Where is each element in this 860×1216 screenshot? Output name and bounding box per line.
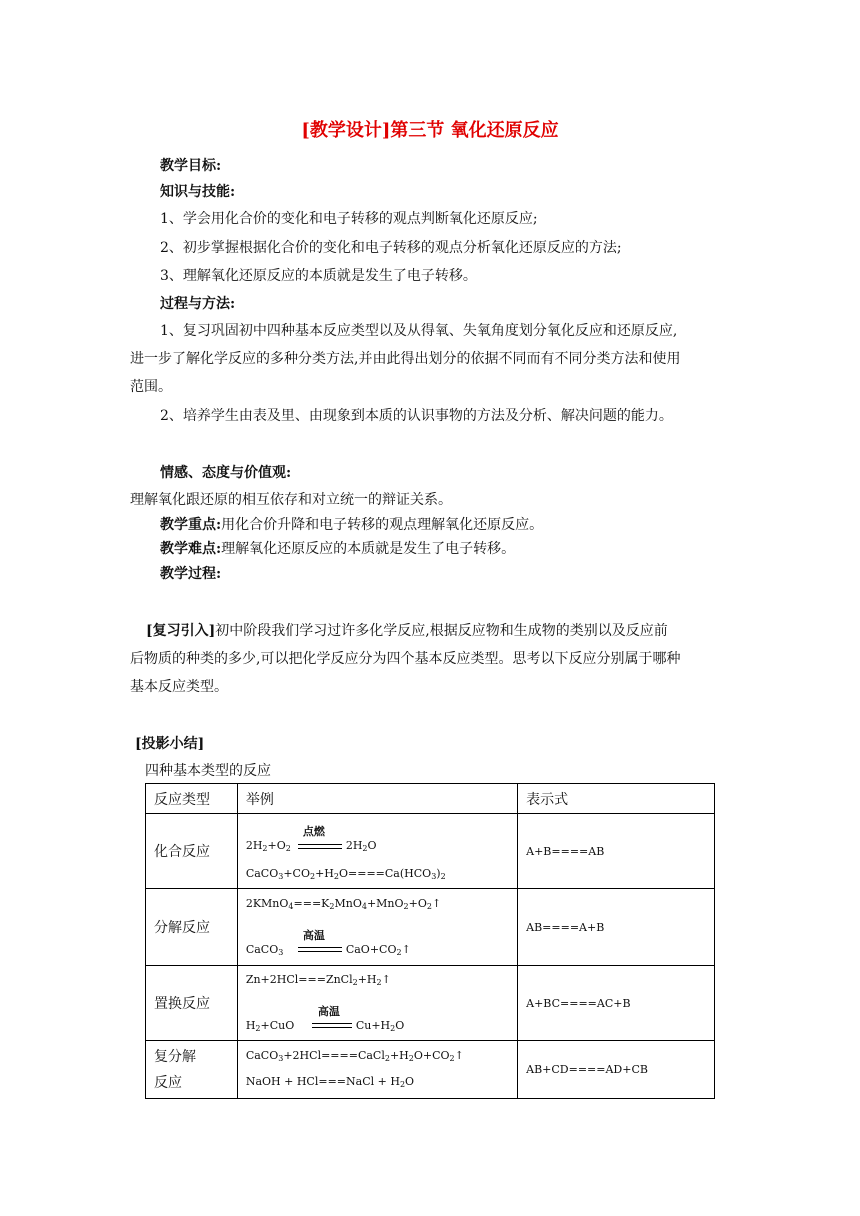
projection-label: [投影小结]: [135, 736, 205, 752]
difficulty-text: 理解氧化还原反应的本质就是发生了电子转移。: [221, 541, 516, 557]
example-line-1: $CaCO_3+2HCl====CaCl_2+H_2O+CO_2↑$: [245, 1049, 464, 1063]
example-right: $2H_2O$: [345, 839, 377, 853]
goals-label: 教学目标:: [160, 158, 222, 174]
process-label: 过程与方法:: [160, 296, 236, 312]
condition-label: 高温: [302, 929, 325, 942]
row-type-decomposition: 分解反应: [146, 889, 238, 966]
process-item-1-line-3: 范围。: [130, 379, 172, 395]
knowledge-item-3: 3、理解氧化还原反应的本质就是发生了电子转移。: [160, 268, 477, 284]
review-line-1: [146, 620, 668, 640]
row-type-displacement: 置换反应: [146, 966, 238, 1041]
equals-double-line: [298, 844, 342, 849]
row-formula: AB+CD====AD+CB: [518, 1041, 715, 1099]
key-text: 用化合价升降和电子转移的观点理解氧化还原反应。: [221, 517, 544, 533]
equals-double-line: [312, 1023, 352, 1028]
row-formula: A+BC====AC+B: [518, 966, 715, 1041]
header-cell-type: 反应类型: [146, 784, 238, 814]
difficulty-point: [160, 538, 515, 558]
row-examples: [237, 1041, 517, 1099]
review-line-3: 基本反应类型。: [130, 679, 228, 695]
type-line-2: 反应: [154, 1074, 182, 1091]
row-formula: AB====A+B: [518, 889, 715, 966]
example-right: $CaO+CO_2↑$: [345, 943, 411, 957]
reaction-types-table: [145, 783, 715, 1099]
row-type-combination: 化合反应: [146, 814, 238, 889]
review-line-2: 后物质的种类的多少,可以把化学反应分为四个基本反应类型。思考以下反应分别属于哪种: [130, 651, 681, 667]
header-cell-formula: 表示式: [518, 784, 715, 814]
row-formula: A+B====AB: [518, 814, 715, 889]
table-row: [146, 966, 715, 1041]
knowledge-item-2: 2、初步掌握根据化合价的变化和电子转移的观点分析氧化还原反应的方法;: [160, 240, 622, 256]
emotion-text: 理解氧化跟还原的相互依存和对立统一的辩证关系。: [130, 492, 452, 508]
process-item-2: 2、培养学生由表及里、由现象到本质的认识事物的方法及分析、解决问题的能力。: [160, 408, 673, 424]
example-left: $2H_2+O_2$: [245, 839, 291, 853]
procedure-label: 教学过程:: [160, 566, 222, 582]
key-point: [160, 514, 543, 534]
key-label: 教学重点:: [160, 517, 222, 533]
knowledge-item-1: 1、学会用化合价的变化和电子转移的观点判断氧化还原反应;: [160, 211, 538, 227]
review-text-1: 初中阶段我们学习过许多化学反应,根据反应物和生成物的类别以及反应前: [215, 623, 668, 639]
table-row: [146, 889, 715, 966]
condition-label: 点燃: [302, 825, 325, 838]
table-header-row: [146, 784, 715, 814]
process-item-1-line-2: 进一步了解化学反应的多种分类方法,并由此得出划分的依据不同而有不同分类方法和使用: [130, 351, 681, 367]
example-line-1: $Zn+2HCl===ZnCl_2+H_2↑$: [245, 973, 391, 987]
example-line-1: $2KMnO_4===K_2MnO_4+MnO_2+O_2↑$: [245, 897, 442, 911]
example-line-2: $CaCO_3+CO_2+H_2O====Ca(HCO_3)_2$: [245, 867, 446, 881]
review-label: [复习引入]: [146, 623, 216, 639]
difficulty-label: 教学难点:: [160, 541, 222, 557]
example-left: CaCO$_3$: [245, 943, 284, 957]
row-examples: [237, 966, 517, 1041]
knowledge-label: 知识与技能:: [160, 184, 236, 200]
document-title: [教学设计]第三节 氧化还原反应: [301, 120, 559, 141]
row-examples: [237, 889, 517, 966]
header-cell-example: 举例: [237, 784, 517, 814]
row-type-double-decomposition: [146, 1041, 238, 1099]
table-row: [146, 814, 715, 889]
table-caption: 四种基本类型的反应: [145, 763, 271, 779]
table-row: [146, 1041, 715, 1099]
row-examples: [237, 814, 517, 889]
example-line-2: NaOH + HCl===NaCl + $H_2O$: [245, 1075, 415, 1089]
process-item-1-line-1: 1、复习巩固初中四种基本反应类型以及从得氧、失氧角度划分氧化反应和还原反应,: [160, 323, 678, 339]
example-right: $Cu+H_2O$: [355, 1019, 405, 1033]
type-line-1: 复分解: [154, 1048, 196, 1065]
equals-double-line: [298, 947, 342, 952]
emotion-label: 情感、态度与价值观:: [160, 465, 292, 481]
example-left: $H_2+CuO$: [245, 1019, 295, 1033]
condition-label: 高温: [317, 1005, 340, 1018]
